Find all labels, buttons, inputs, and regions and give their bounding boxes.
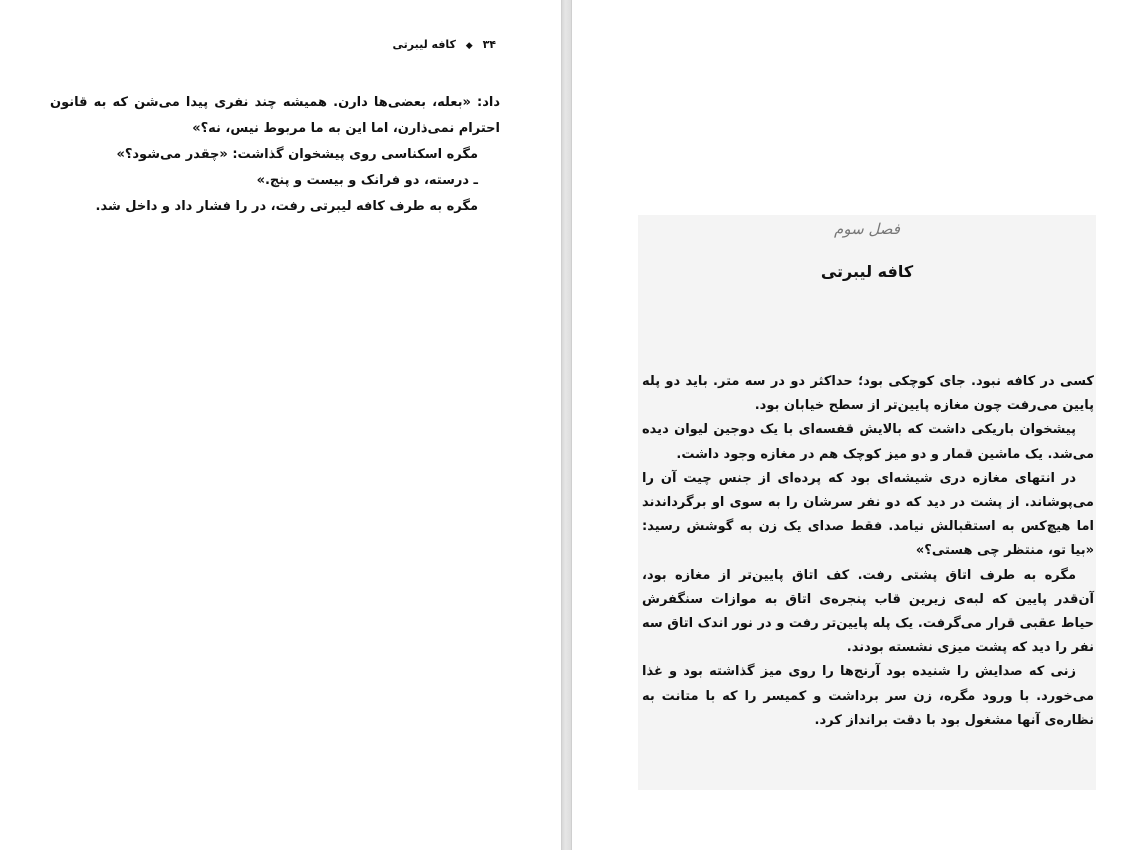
- paragraph: مگره به طرف اتاق پشتی رفت. کف اتاق پایین‌تر از مغازه بود، آن‌قدر پایین که لبه‌ی زیرین قاب پنجره‌ی اتاق به موازات سنگفرش حیاط عقبی قرار می‌گرفت. یک پله پایین‌تر رفت و در نور اندک اتاق سه نفر را دید که پشت میزی نشسته بودند.: [642, 567, 1094, 656]
- paragraph: در انتهای مغازه دری شیشه‌ای بود که پرده‌ای از جنس چیت آن را می‌پوشاند. از پشت در دید که دو نفر سرشان را به سوی او برگرداندند اما هیچ‌کس به استقبالش نیامد. فقط صدای یک زن به گوشش رسید: «بیا تو، منتظر چی هستی؟»: [642, 470, 1094, 559]
- right-page: [572, 0, 1138, 850]
- paragraph: ـ درسته، دو فرانک و بیست و پنج.»: [256, 173, 478, 188]
- diamond-separator-icon: ◆: [465, 41, 473, 51]
- chapter-label: فصل سوم: [834, 220, 900, 238]
- paragraph: مگره اسکناسی روی پیشخوان گذاشت: «چقدر می‌شود؟»: [116, 147, 478, 162]
- book-title: کافه لیبرتی: [392, 38, 456, 51]
- running-header: [300, 38, 496, 51]
- paragraph: پیشخوان باریکی داشت که بالایش قفسه‌ای با یک دوجین لیوان دیده می‌شد. یک ماشین قمار و دو میز کوچک هم در مغازه وجود داشت.: [642, 422, 1094, 462]
- paragraph: کسی در کافه نبود. جای کوچکی بود؛ حداکثر دو در سه متر. باید دو پله پایین می‌رفت چون مغازه پایین‌تر از سطح خیابان بود.: [642, 374, 1094, 414]
- right-page-text: [642, 370, 1094, 733]
- paragraph: مگره به طرف کافه لیبرتی رفت، در را فشار داد و داخل شد.: [95, 199, 478, 214]
- chapter-title: کافه لیبرتی: [820, 262, 914, 281]
- paragraph: داد: «بعله، بعضی‌ها دارن. همیشه چند نفری پیدا می‌شن که به قانون احترام نمی‌ذارن، اما این به ما مربوط نیس، نه؟»: [50, 95, 500, 136]
- left-page: [0, 0, 561, 850]
- page-number: ۳۴: [482, 38, 496, 51]
- left-page-text: [50, 90, 500, 220]
- paragraph: زنی که صدایش را شنیده بود آرنج‌ها را روی میز گذاشته بود و غذا می‌خورد. با ورود مگره، زن سر برداشت و کمیسر را که با متانت به نظاره‌ی آنها مشغول بود با دقت برانداز کرد.: [642, 664, 1094, 728]
- page-gutter: [561, 0, 572, 850]
